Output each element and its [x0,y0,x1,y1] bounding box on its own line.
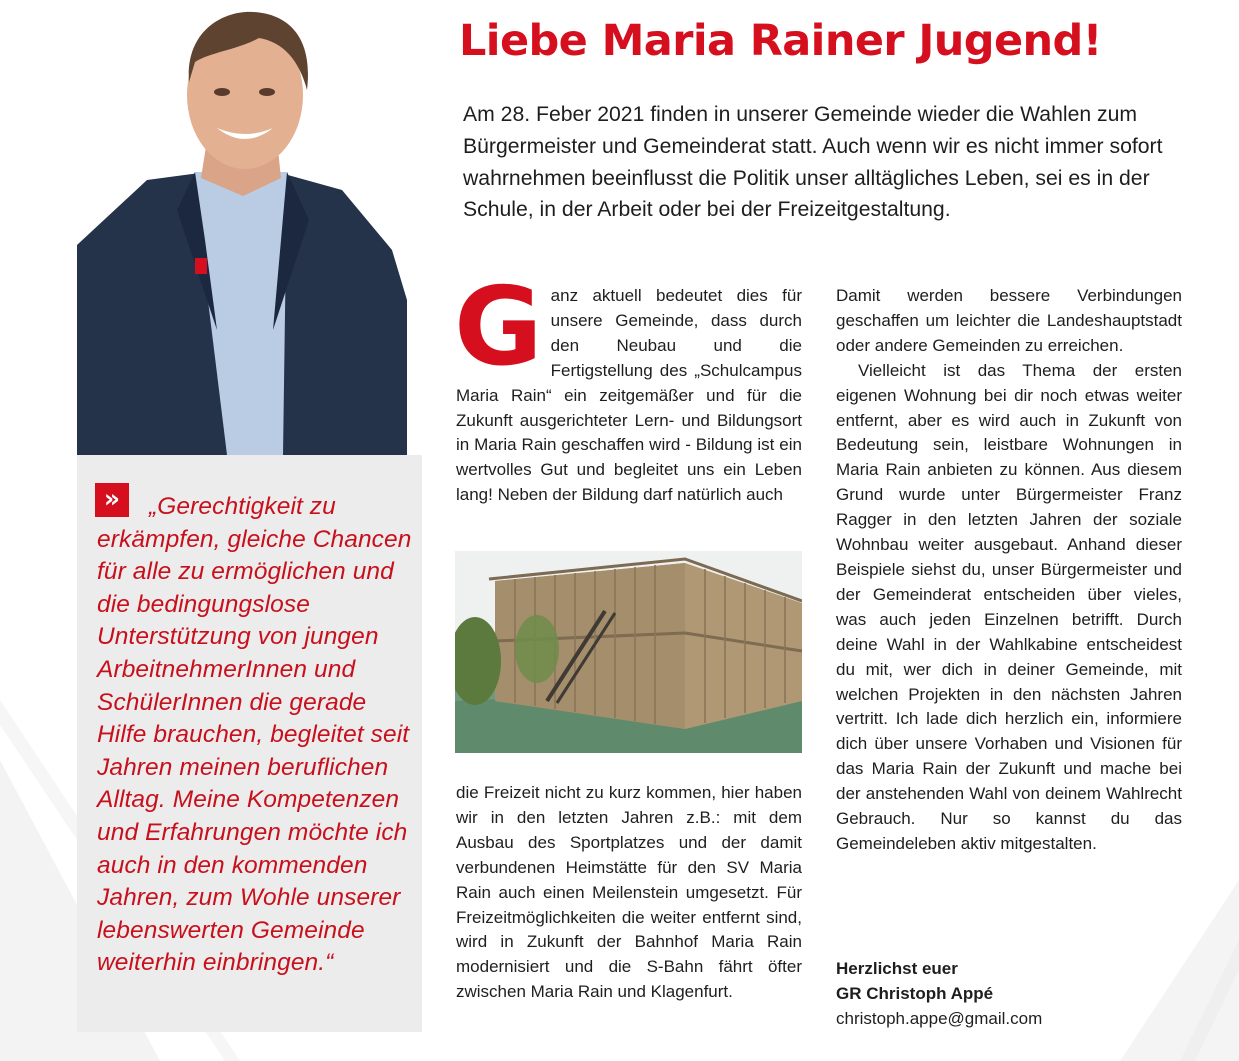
signature-block [836,956,1042,1031]
article-column-2 [836,284,1182,857]
pull-quote-text: „Gerechtigkeit zu erkämpfen, gleiche Chancen für alle zu ermöglichen und die bedingungslose Unterstützung von jungen ArbeitnehmerInnen und SchülerInnen die gerade Hilfe brauchen, begleitet seit Jahren meinen beruflichen Alltag. Meine Kompetenzen und Erfahrungen möchte ich auch in den kommenden Jahren, zum Wohle unserer lebenswerten Gemeinde weiterhin einbringen.“ [97,493,412,977]
page-headline: Liebe Maria Rainer Jugend! [459,16,1102,66]
column-2-paragraph-2: Vielleicht ist das Thema der ersten eigenen Wohnung bei dir noch etwas weiter entfernt, aber es wird auch in Zukunft von Bedeutung sein, leistbare Wohnungen in Maria Rain anbieten zu können. Aus diesem Grund wurde unter Bürgermeister Franz Ragger in den letzten Jahren der soziale Wohnbau weiter ausgebaut. Anhand dieser Beispiele siehst du, unser Bürgermeister und der Gemeinderat entscheiden über vieles, was auch jeden Einzelnen betrifft. Durch deine Wahl in der Wahlkabine entscheidest du mit, wer dich in deiner Gemeinde, mit welchen Projekten in den nächsten Jahren vertritt. Ich lade dich herzlich ein, informiere dich über unsere Vorhaben und Visionen für das Maria Rain der Zukunft und mache bei der anstehenden Wahl von deinem Wahlrecht Gebrauch. Nur so kannst du das Gemeindeleben aktiv mitgestalten. [836,360,1182,853]
column-2-paragraph-1: Damit werden bessere Verbindungen geschaffen um leichter die Landeshauptstadt oder andere Gemeinden zu erreichen. [836,286,1182,355]
signature-greeting: Herzlichst euer [836,959,958,978]
intro-paragraph: Am 28. Feber 2021 finden in unserer Gemeinde wieder die Wahlen zum Bürgermeister und Gemeinderat statt. Auch wenn wir es nicht immer sofort wahrnehmen beeinflusst die Politik unser alltägliches Leben, sei es in der Schule, in der Arbeit oder bei der Freizeitgestaltung. [463,103,1163,222]
drop-cap: G [454,265,543,390]
school-campus-image [455,551,802,753]
article-column-1-top [454,265,802,508]
signature-name: GR Christoph Appé [836,984,994,1003]
quote-box [77,455,422,1032]
signature-email[interactable]: christoph.appe@gmail.com [836,1009,1043,1028]
quote-marker-icon: » [95,483,129,517]
column-1-top-text: anz aktuell bedeutet dies für unsere Gemeinde, dass durch den Neubau und die Fertigstellung des „Schulcampus Maria Rain“ ein zeitgemäßer und für die Zukunft ausgerichteter Lern- und Bildungsort in Maria Rain geschaffen wird - Bildung ist ein wertvolles Gut und begleitet uns ein Leben lang! Neben der Bildung darf natürlich auch [456,286,802,505]
portrait-photo [77,0,407,455]
article-column-1-bottom: die Freizeit nicht zu kurz kommen, hier haben wir in den letzten Jahren z.B.: mit dem Ausbau des Sportplatzes und der damit verbundenen Heimstätte für den SV Maria Rain auch einen Meilenstein umgesetzt. Für Freizeitmöglichkeiten die weiter entfernt sind, wird in Zukunft der Bahnhof Maria Rain modernisiert und die S-Bahn fährt öfter zwischen Maria Rain und Klagenfurt. [456,783,802,1002]
